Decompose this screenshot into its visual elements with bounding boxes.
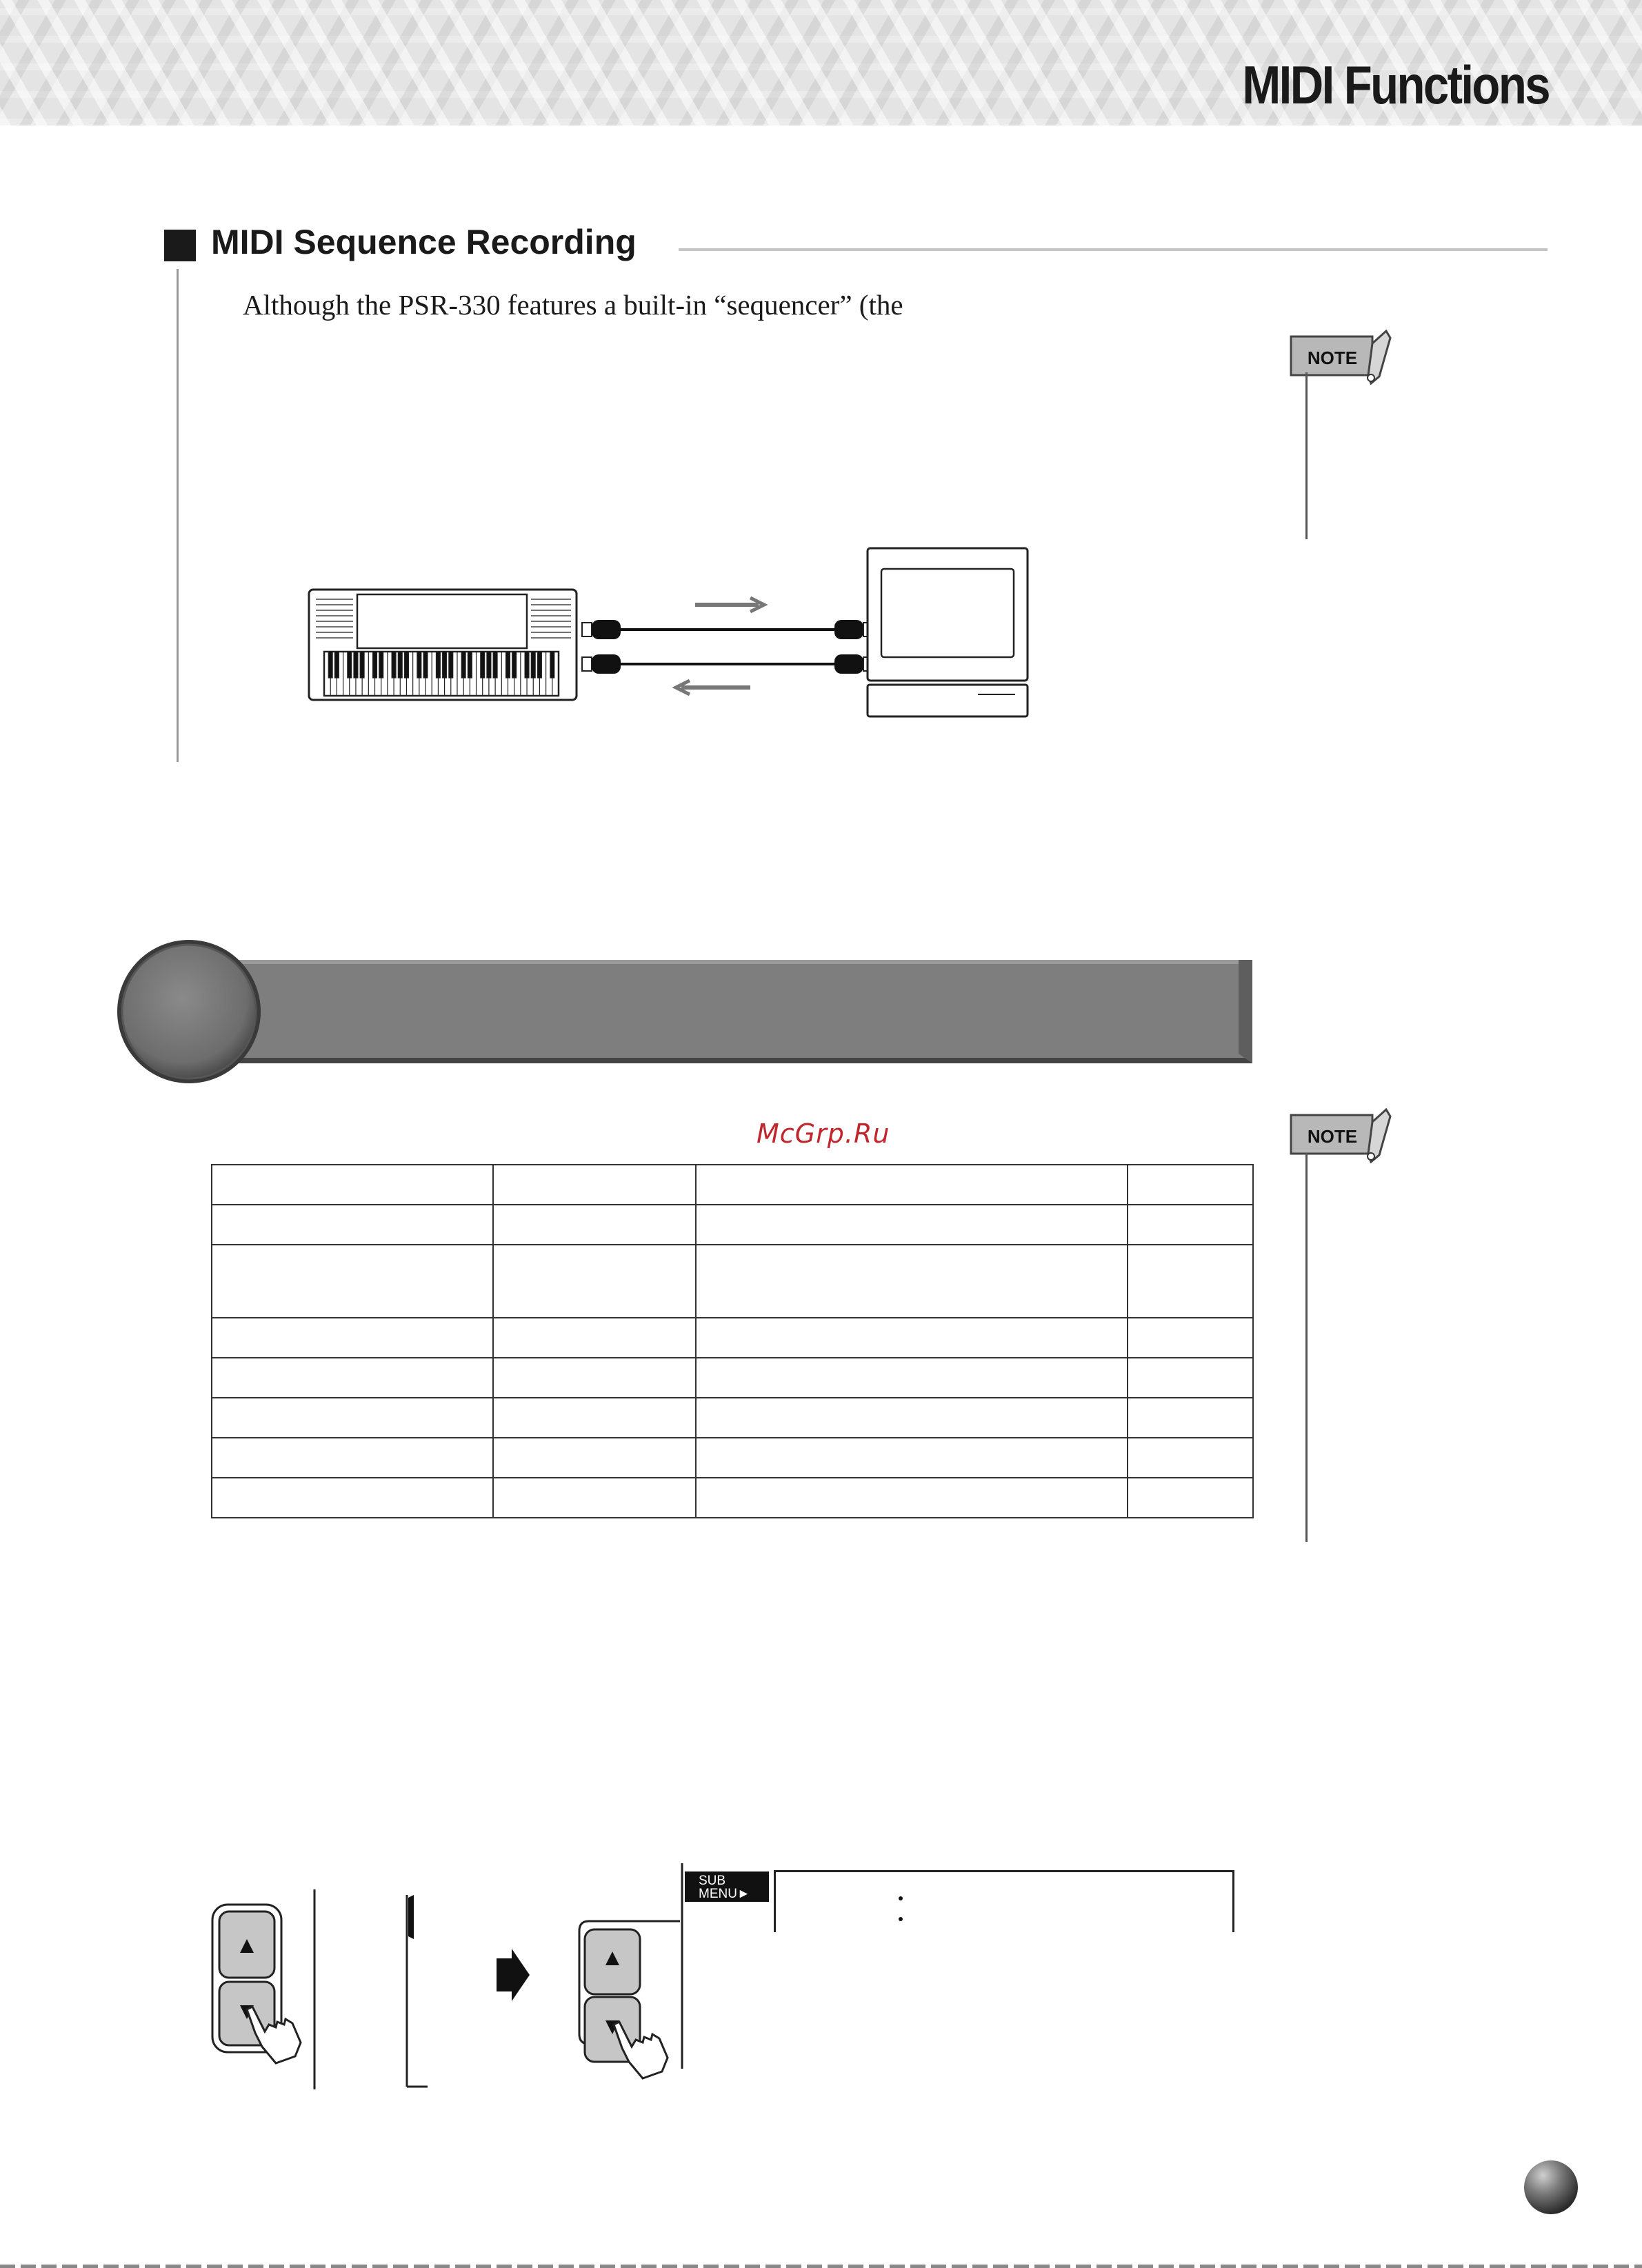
black-key [423,652,428,678]
note-margin-line [1305,1153,1308,1542]
black-key [328,652,332,678]
section-title: MIDI Sequence Recording [211,223,637,261]
section-marker [164,230,196,261]
black-key [417,652,421,678]
section-banner [117,939,1255,1084]
button-operation-diagram [207,1862,690,2096]
black-key [334,652,339,678]
note-label: NOTE [1307,1126,1358,1147]
submenu-line1: SUB [699,1874,726,1888]
submenu-line2: MENU► [699,1887,750,1901]
note-margin-line [1305,372,1308,539]
black-key [360,652,364,678]
watermark-text: McGrp.Ru [757,1118,890,1149]
midi-cable-icon [582,620,873,674]
black-key [461,652,465,678]
black-key [493,652,497,678]
black-key [443,652,447,678]
black-key [392,652,396,678]
data-direction-arrows [676,598,764,694]
black-key [531,652,535,678]
black-key [373,652,377,678]
keyboard-icon [309,590,577,700]
black-key [354,652,358,678]
black-key [379,652,383,678]
black-key [405,652,409,678]
table-row [212,1358,1253,1398]
submenu-badge [685,1871,769,1902]
page-number-marker [1524,2160,1578,2214]
table-row [212,1478,1253,1518]
up-down-buttons [579,1921,680,2078]
black-key [506,652,510,678]
page-header-title: MIDI Functions [1242,54,1549,115]
data-table [211,1164,1254,1518]
up-down-buttons [212,1905,301,2063]
lcd-colon-dot [899,1917,903,1921]
table-row [212,1318,1253,1358]
computer-icon [868,548,1028,716]
black-key [449,652,453,678]
section-margin-line [177,269,179,762]
intro-paragraph: Although the PSR-330 features a built-in “sequencer” (the [243,289,903,321]
black-key [398,652,402,678]
right-arrow-icon [497,1949,530,2001]
black-key [436,652,440,678]
black-key [487,652,491,678]
black-key [348,652,352,678]
lcd-colon-dot [899,1896,903,1900]
midi-connection-diagram [303,541,1034,721]
black-key [481,652,485,678]
black-key [468,652,472,678]
black-key [537,652,541,678]
section-rule [679,248,1548,251]
black-key [550,652,554,678]
lcd-display [774,1870,1234,1932]
black-key [512,652,517,678]
table-row [212,1438,1253,1478]
table-row [212,1398,1253,1438]
bottom-rule [0,2265,1642,2268]
table-row [212,1205,1253,1245]
table-row [212,1245,1253,1318]
black-key [525,652,529,678]
note-label: NOTE [1307,348,1358,368]
table-row [212,1165,1253,1205]
